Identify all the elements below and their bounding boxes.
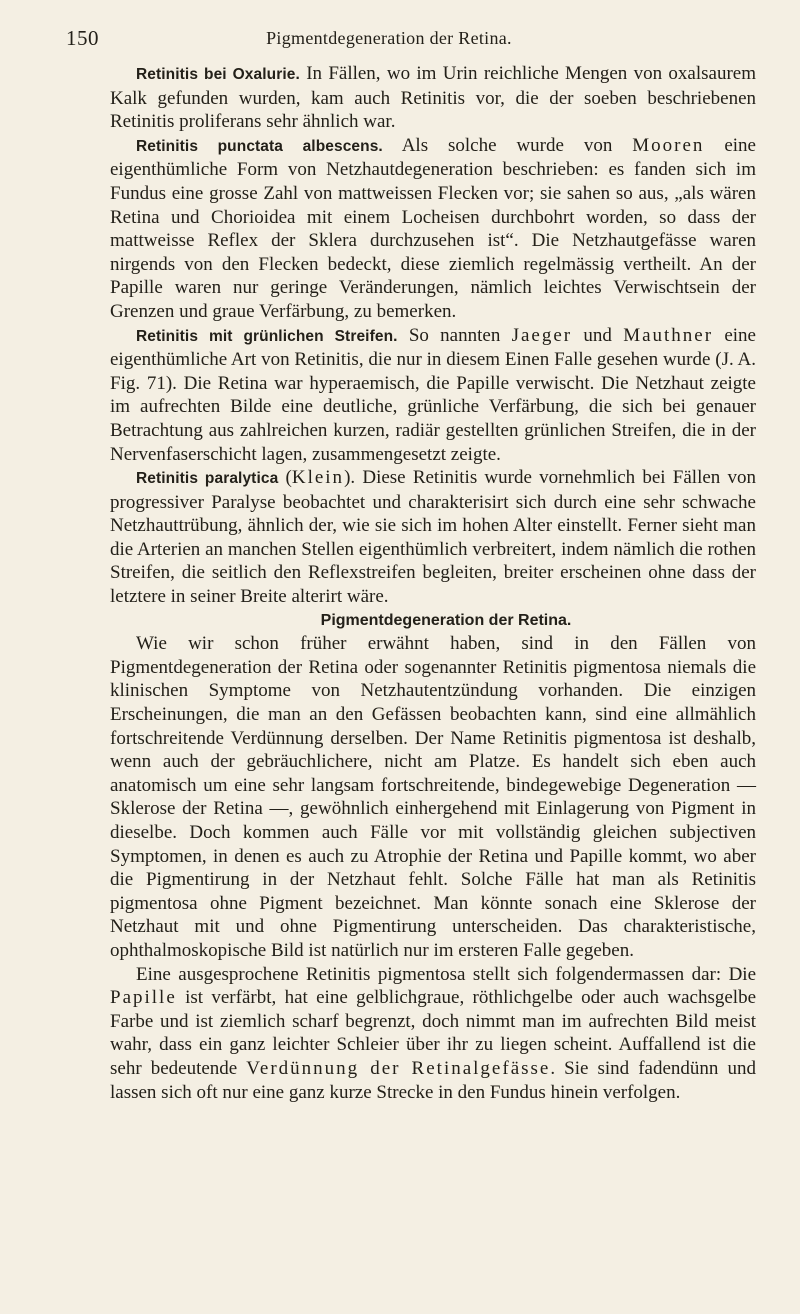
paragraph-punctata-albescens (110, 134, 756, 324)
paragraph-text: eine eigenthümliche Form von Netzhautdegeneration beschrieben: es fanden sich im Fundus eine grosse Zahl von mattweissen Flecken vor; sie sahen so aus, „als wären Retina und Chorioidea mit einem Locheisen durchbohrt worden, so dass der mattweisse Reflex der Sklera durchzusehen ist“. Die Netzhautgefässe waren nirgends von den Flecken bedeckt, diese ziemlich regelmässig vertheilt. An der Papille waren nur geringe Veränderungen, nämlich leichtes Verwischtsein der Grenzen und graue Verfärbung, zu bemerken. (110, 134, 756, 322)
run-in-heading: Retinitis bei Oxalurie. (136, 66, 300, 83)
running-title: Pigmentdegeneration der Retina. (266, 28, 512, 48)
page-number: 150 (66, 26, 99, 50)
section-paragraph-intro (110, 632, 756, 962)
paragraph-text: ( (278, 467, 292, 489)
author-name: Klein (291, 467, 345, 489)
run-in-heading: Retinitis punctata albescens. (136, 137, 383, 155)
paragraph-text: Eine ausgesprochene Retinitis pigmentosa stellt sich folgendermassen dar: Die (136, 963, 756, 985)
paragraph-text: und (572, 324, 624, 346)
run-in-heading: Retinitis paralytica (136, 470, 279, 488)
paragraph-paralytica (110, 466, 756, 609)
paragraph-text: eine eigenthümliche Art von Retinitis, die nur in diesem Einen Falle gesehen wurde (J. A. Fig. 71). Die Retina war hyperaemisch, die Papille verwischt. Die Netzhaut zeigte im aufrechten Bilde eine deutliche, grünliche Verfärbung, die sich bei genauer Betrachtung aus zahlreichen kurzen, radiär gestellten grünlichen Streifen, die in der Nervenfaserschicht lagen, zusammengesetzt zeigte. (110, 324, 756, 465)
author-name: Mauthner (623, 324, 714, 346)
section-heading: Pigmentdegeneration der Retina. (320, 611, 572, 629)
emphasized-term: Verdünnung der Retinalgefässe (246, 1057, 551, 1079)
paragraph-text: ). Diese Retinitis wurde vornehmlich bei Fällen von progressiver Paralyse beobachtet und charakterisirt sich durch eine sehr schwache Netzhauttrübung, ähnlich der, wie sie sich im hohen Alter einstellt. Ferner sieht man die Arterien an manchen Stellen eigenthümlich verbreitert, indem nämlich die rothen Streifen, die seitlich den Reflexstreifen begleiten, breiter erscheinen ohne dass der letztere in seiner Breite alterirt wäre. (110, 467, 757, 608)
paragraph-text: So nannten (397, 324, 512, 346)
paragraph-text: Wie wir schon früher erwähnt haben, sind in den Fällen von Pigmentdegeneration der Retina oder sogenannter Retinitis pigmentosa niemals die klinischen Symptome von Netzhautentzündung vorhanden. Die einzigen Erscheinungen, die man an den Gefässen beobachten kann, sind eine allmählich fortschreitende Verdünnung derselben. Der Name Retinitis pigmentosa ist deshalb, wenn auch der gebräuchlichere, nicht am Platze. Es handelt sich eben auch anatomisch um eine sehr langsam fortschreitende, bindegewebige Degeneration — Sklerose der Retina —, gewöhnlich einhergehend mit Einlagerung von Pigment in dieselbe. Doch kommen auch Fälle vor mit vollständig gleichen subjectiven Symptomen, in denen es auch zu Atrophie der Retina und Papille kommt, wo aber die Pigmentirung in der Netzhaut fehlt. Solche Fälle hat man als Retinitis pigmentosa ohne Pigment bezeichnet. Man könnte sonach eine Sklerose der Netzhaut mit und ohne Pigmentirung unterscheiden. Das charakteristische, ophthalmoskopische Bild ist natürlich nur im ersteren Falle gegeben. (110, 633, 756, 961)
run-in-heading: Retinitis mit grünlichen Streifen. (136, 327, 398, 345)
section-paragraph-description (110, 963, 756, 1105)
paragraph-oxalurie (110, 62, 756, 134)
author-name: Jaeger (511, 324, 573, 346)
emphasized-term: Papille (110, 987, 177, 1009)
page-header (66, 26, 712, 50)
author-name: Mooren (632, 134, 705, 156)
paragraph-text: In Fällen, wo im Urin reichliche Mengen von oxalsaurem Kalk gefunden wurden, kam auch Retinitis vor, die der soeben beschriebenen Retinitis proliferans sehr ähnlich war. (110, 63, 756, 133)
paragraph-text: . Sie sind fadendünn und lassen sich oft nur eine ganz kurze Strecke in den Fundus hinein verfolgen. (110, 1057, 756, 1103)
paragraph-gruenliche-streifen (110, 324, 756, 467)
paragraph-text: Als solche wurde von (382, 134, 633, 156)
body-text (110, 62, 756, 1104)
paragraph-text: ist verfärbt, hat eine gelblichgraue, röthlichgelbe oder auch wachsgelbe Farbe und ist ziemlich scharf begrenzt, doch nimmt man im aufrechten Bild meist wahr, dass ein ganz leichter Schleier über ihr zu liegen scheint. Auffallend ist die sehr bedeutende (110, 987, 756, 1079)
